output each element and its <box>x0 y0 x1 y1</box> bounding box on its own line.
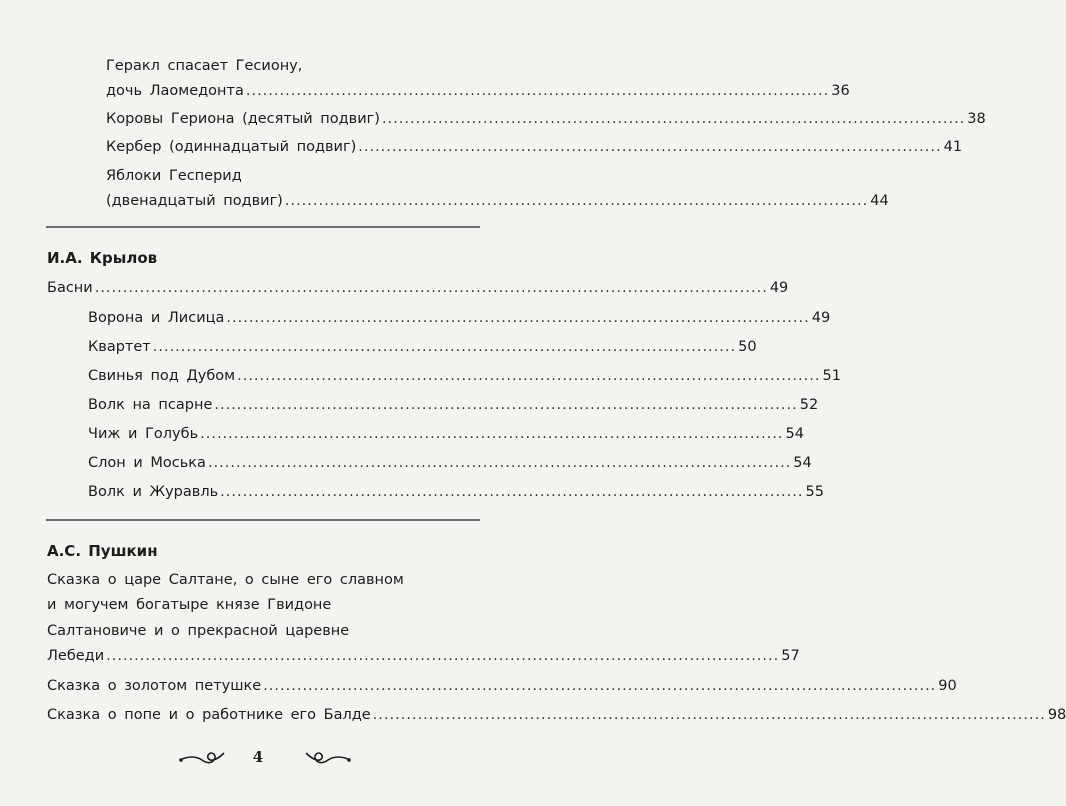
right-flourish-icon <box>300 746 352 770</box>
toc-entry-title: Басни <box>47 280 93 296</box>
toc-entry-title: Лебеди <box>47 648 105 664</box>
toc-entry-title: Волк и Журавль <box>88 484 219 500</box>
dot-leader: ........................................................................................................................ <box>106 648 780 664</box>
toc-entry-line: Сказка о царе Салтане, о сыне его славном <box>47 572 404 588</box>
dot-leader: ........................................................................................................................ <box>372 707 1046 723</box>
toc-entry-title: Сказка о золотом петушке <box>47 678 262 694</box>
toc-entry[interactable] <box>88 424 804 444</box>
toc-entry-page: 51 <box>822 368 841 384</box>
dot-leader: ........................................................................................................ <box>200 426 784 442</box>
toc-entry-page: 52 <box>799 397 819 413</box>
toc-entry-page: 98 <box>1047 707 1066 723</box>
toc-entry[interactable] <box>47 705 1066 725</box>
toc-entry[interactable] <box>88 453 812 473</box>
toc-entry-page: 49 <box>769 280 789 296</box>
author-heading: А.С. Пушкин <box>47 542 158 560</box>
dot-leader: ........................................................................................................ <box>381 111 966 127</box>
toc-entry-title: Волк на псарне <box>88 397 213 413</box>
author-heading: И.А. Крылов <box>47 249 158 267</box>
toc-entry-page: 90 <box>938 678 957 694</box>
toc-entry-page: 49 <box>811 310 831 326</box>
toc-entry[interactable] <box>47 676 957 696</box>
dot-leader: ........................................................................................................ <box>214 397 798 413</box>
toc-entry[interactable] <box>106 109 986 129</box>
toc-entry-page: 50 <box>738 339 757 355</box>
page-footer <box>0 738 513 778</box>
section-divider <box>46 519 480 521</box>
toc-entry-title: дочь Лаомедонта <box>106 83 244 99</box>
toc-entry[interactable] <box>88 308 831 328</box>
dot-leader: ........................................................................................................ <box>284 193 869 209</box>
toc-entry[interactable] <box>47 278 789 298</box>
dot-leader: ........................................................................................................ <box>207 455 792 471</box>
toc-entry-title: Слон и Моська <box>88 455 206 471</box>
dot-leader: ........................................................................................................................ <box>94 280 768 296</box>
toc-entry-title: Коровы Гериона (десятый подвиг) <box>106 111 380 127</box>
page-number: 4 <box>252 748 264 766</box>
toc-entry-title: Ворона и Лисица <box>88 310 225 326</box>
toc-entry-page: 44 <box>870 193 889 209</box>
toc-entry-line: Яблоки Гесперид <box>106 168 242 184</box>
toc-entry[interactable] <box>88 366 841 386</box>
toc-entry-title: Квартет <box>88 339 151 355</box>
toc-entry-page: 57 <box>781 648 800 664</box>
toc-entry-line: и могучем богатыре князе Гвидоне <box>47 597 332 613</box>
dot-leader: ........................................................................................................ <box>226 310 810 326</box>
toc-entry-page: 54 <box>785 426 804 442</box>
dot-leader: ........................................................................................................ <box>237 368 821 384</box>
toc-entry[interactable] <box>88 395 819 415</box>
dot-leader: ........................................................................................................ <box>220 484 804 500</box>
left-flourish-icon <box>178 746 226 770</box>
toc-entry-title: Чиж и Голубь <box>88 426 199 442</box>
toc-entry-line: Геракл спасает Гесиону, <box>106 58 303 74</box>
toc-entry-title: Кербер (одиннадцатый подвиг) <box>106 139 357 155</box>
toc-entry-page: 54 <box>793 455 812 471</box>
dot-leader: ........................................................................................................ <box>245 83 830 99</box>
toc-entry[interactable] <box>88 482 824 502</box>
dot-leader: ........................................................................................................ <box>358 139 942 155</box>
toc-entry-page: 38 <box>967 111 986 127</box>
dot-leader: ........................................................................................................................ <box>263 678 937 694</box>
toc-entry-title: (двенадцатый подвиг) <box>106 193 283 209</box>
toc-entry-page: 41 <box>943 139 963 155</box>
toc-entry[interactable] <box>47 646 800 666</box>
dot-leader: ........................................................................................................ <box>152 339 737 355</box>
toc-entry[interactable] <box>106 137 963 157</box>
toc-entry[interactable] <box>106 191 889 211</box>
toc-entry-line: Салтановиче и о прекрасной царевне <box>47 623 350 639</box>
section-divider <box>46 226 480 228</box>
toc-entry[interactable] <box>106 81 850 101</box>
toc-entry-page: 55 <box>805 484 824 500</box>
toc-entry-title: Сказка о попе и о работнике его Балде <box>47 707 371 723</box>
toc-entry-page: 36 <box>831 83 850 99</box>
toc-entry[interactable] <box>88 337 757 357</box>
toc-entry-title: Свинья под Дубом <box>88 368 236 384</box>
